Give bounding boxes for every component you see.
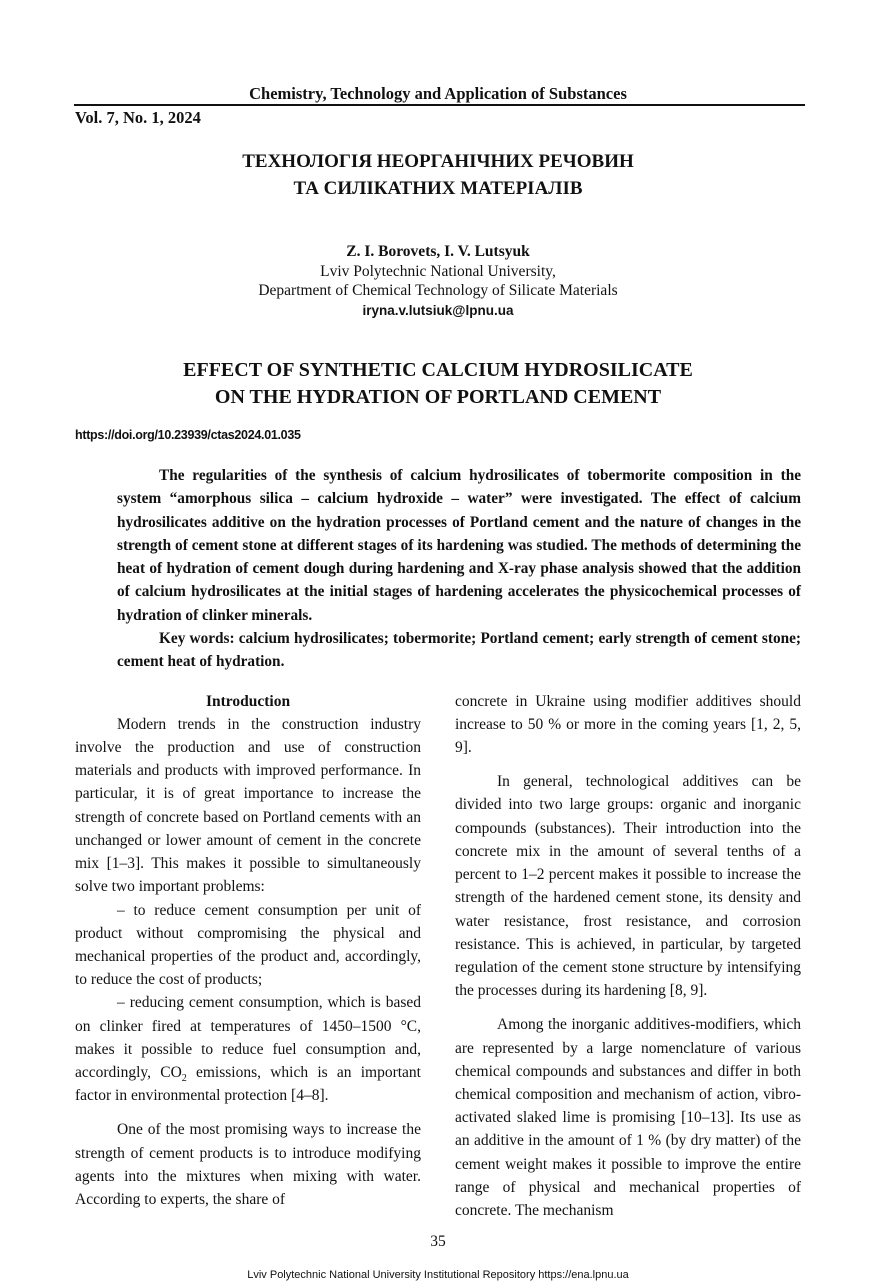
header-rule [74, 104, 805, 106]
page-number: 35 [430, 1233, 446, 1251]
text: – reducing cement consumption, which is based on clinker fired at temperatures of 1450–1500 °C, makes it possible to reduce fuel consumption and, accordingly, CO [75, 994, 421, 1081]
intro-heading: Introduction [205, 692, 291, 710]
abstract-text: The regularities of the synthesis of calcium hydrosilicates of tobermorite composition in the system “amorphous silica – calcium hydroxide – water” were investigated. The effect of calcium hydrosilicates additive on the hydration processes of Portland cement and the nature of changes in the strength of cement stone at different stages of its hardening was studied. The methods of determining the heat of hydration of cement dough during hardening and X-ray phase analysis showed that the addition of calcium hydrosilicates at the initial stages of hardening accelerates the physicochemical processes of hydration of clinker minerals. [117, 467, 801, 624]
section-title [0, 148, 876, 202]
affiliation: Lviv Polytechnic National University, [320, 262, 556, 280]
paragraph: In general, technological additives can be divided into two large groups: organic and inorganic compounds (substances). Their introduction into the concrete mix in the amount of several tenths of a percent to 1–2 percent makes it possible to increase the strength of the hardened cement stone, its density and water resistance, frost resistance, and corrosion resistance. This is achieved, in particular, by targeted regulation of the cement stone structure by intensifying the processes during its hardening [8, 9]. [455, 773, 801, 1000]
section-title-line-2: ТА СИЛІКАТНИХ МАТЕРІАЛІВ [293, 178, 583, 199]
paper-title-line-2: ON THE HYDRATION OF PORTLAND CEMENT [214, 386, 662, 408]
abstract [117, 464, 801, 674]
paragraph [75, 991, 421, 1107]
section-title-line-1: ТЕХНОЛОГІЯ НЕОРГАНІЧНИХ РЕЧОВИН [242, 151, 634, 172]
paragraph: concrete in Ukraine using modifier additives should increase to 50 % or more in the coming years [1, 2, 5, 9]. [455, 692, 801, 757]
author-email[interactable]: iryna.v.lutsiuk@lpnu.ua [362, 302, 514, 318]
paper-title-line-1: EFFECT OF SYNTHETIC CALCIUM HYDROSILICATE [183, 359, 693, 381]
paragraph: Modern trends in the construction industry involve the production and use of construction materials and products with improved performance. In particular, it is of great importance to increase the strength of concrete based on Portland cements with an unchanged or lower amount of cement in the concrete mix [1–3]. This makes it possible to simultaneously solve two important problems: [75, 715, 421, 896]
paragraph: – to reduce cement consumption per unit of product without compromising the physical and mechanical properties of the product and, accordingly, to reduce the cost of products; [75, 901, 421, 989]
paragraph: Among the inorganic additives-modifiers, which are represented by a large nomenclature of various chemical compounds and substances and differ in both chemical composition and mechanism of action, vibro-activated slaked lime is promising [10–13]. Its use as an additive in the amount of 1 % (by dry matter) of the cement weight makes it possible to improve the entire range of physical and mechanical properties of concrete. The mechanism [455, 1016, 801, 1219]
paper-title [0, 357, 876, 411]
keywords: Key words: calcium hydrosilicates; tobermorite; Portland cement; early strength of cement stone; cement heat of hydration. [117, 630, 801, 671]
department: Department of Chemical Technology of Silicate Materials [258, 282, 618, 299]
volume-info: Vol. 7, No. 1, 2024 [75, 108, 201, 127]
main-flow [0, 464, 876, 1282]
paragraph: One of the most promising ways to increase the strength of cement products is to introduce modifying agents into the mixtures when mixing with water. According to experts, the share of [75, 1121, 421, 1208]
author-names: Z. I. Borovets, I. V. Lutsyuk [346, 243, 530, 260]
journal-name: Chemistry, Technology and Application of Substances [249, 84, 627, 103]
subscript: 2 [181, 1073, 187, 1085]
text: emissions, which is an important factor in environmental protection [4–8]. [75, 1063, 421, 1105]
doi-link[interactable]: https://doi.org/10.23939/ctas2024.01.035 [75, 428, 301, 442]
repository-footer: Lviv Polytechnic National University Institutional Repository https://ena.lpnu.ua [247, 1269, 629, 1282]
body-columns [75, 690, 801, 1222]
left-column [75, 690, 421, 1211]
right-column [455, 690, 801, 1222]
author-block [0, 242, 876, 320]
